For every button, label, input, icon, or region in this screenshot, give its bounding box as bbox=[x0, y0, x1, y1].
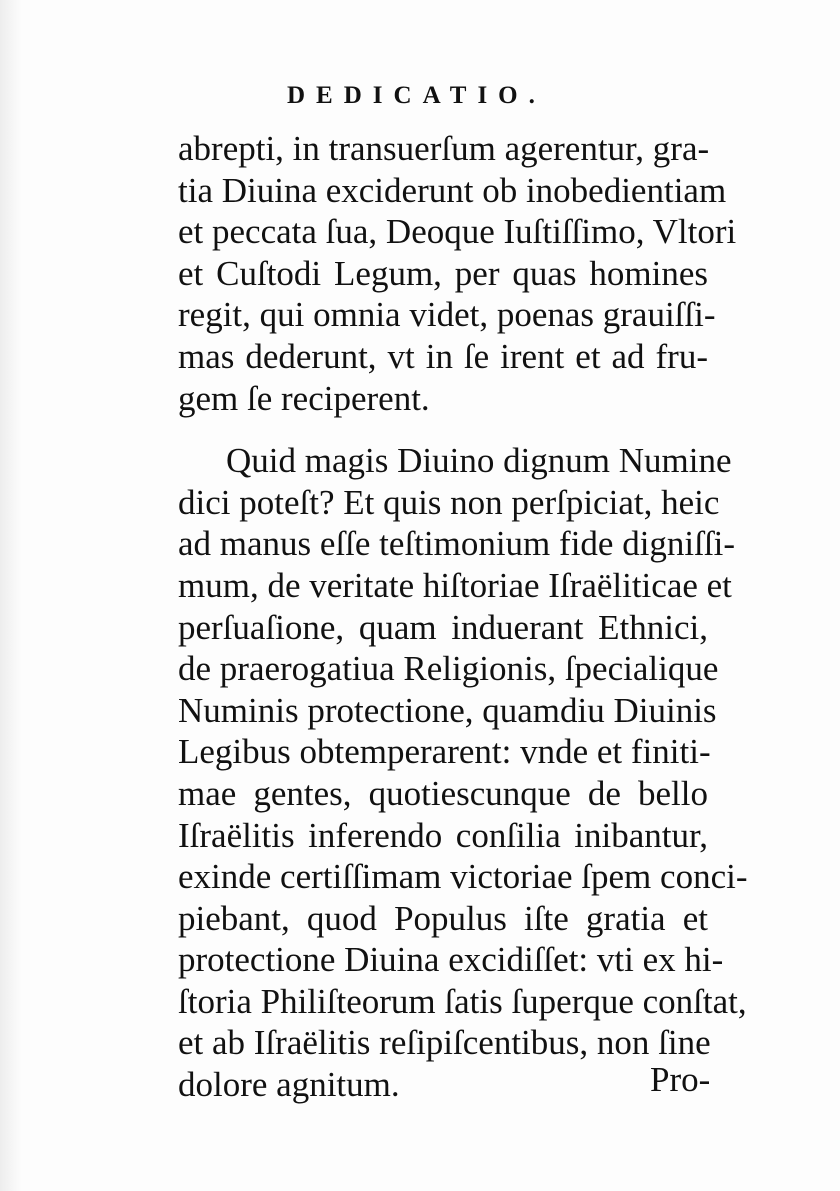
text-line: et peccata ſua, Deoque Iuſtiſſimo, Vltori bbox=[178, 212, 737, 252]
text-line: tia Diuina exciderunt ob inobedientiam bbox=[178, 170, 727, 210]
body-text bbox=[178, 128, 748, 1106]
running-head: DEDICATIO. bbox=[287, 82, 546, 109]
catchword: Pro- bbox=[650, 1060, 711, 1099]
text-line: abrepti, in transuerſum agerentur, gra- bbox=[178, 129, 710, 168]
text-line: et Cuſtodi Legum, per quas homines bbox=[178, 253, 708, 293]
text-line: Legibus obtemperarent: vnde et finiti- bbox=[178, 732, 711, 772]
text-line: mae gentes, quotiescunque de bello bbox=[178, 773, 708, 813]
text-line: Quid magis Diuino dignum Numine bbox=[226, 441, 732, 481]
text-line: de praerogatiua Religionis, ſpecialique bbox=[178, 649, 719, 689]
text-line: dici poteſt? Et quis non perſpiciat, heic bbox=[178, 482, 720, 522]
text-line: exinde certiſſimam victoriae ſpem conci- bbox=[178, 857, 748, 897]
text-line: protectione Diuina excidiſſet: vti ex hi- bbox=[178, 940, 724, 980]
page-edge-shadow bbox=[0, 0, 22, 1191]
text-line: piebant, quod Populus iſte gratia et bbox=[178, 898, 708, 938]
text-line: perſuaſione, quam induerant Ethnici, bbox=[178, 607, 708, 647]
text-line: dolore agnitum. bbox=[178, 1065, 400, 1105]
text-line: mum, de veritate hiſtoriae Iſraëliticae et bbox=[178, 565, 732, 605]
paragraph-gap bbox=[178, 419, 708, 440]
text-line: Iſraëlitis inferendo conſilia inibantur, bbox=[178, 815, 708, 855]
text-line: regit, qui omnia videt, poenas grauiſſi- bbox=[178, 295, 716, 335]
text-line: ad manus eſſe teſtimonium fide digniſſi- bbox=[178, 524, 735, 564]
text-line: mas dederunt, vt in ſe irent et ad fru- bbox=[178, 336, 708, 376]
text-line: ſtoria Philiſteorum ſatis ſuperque conſtat, bbox=[178, 981, 747, 1021]
text-line: gem ſe reciperent. bbox=[178, 378, 430, 418]
text-line: et ab Iſraëlitis reſipiſcentibus, non ſine bbox=[178, 1023, 711, 1063]
text-line: Numinis protectione, quamdiu Diuinis bbox=[178, 690, 717, 730]
